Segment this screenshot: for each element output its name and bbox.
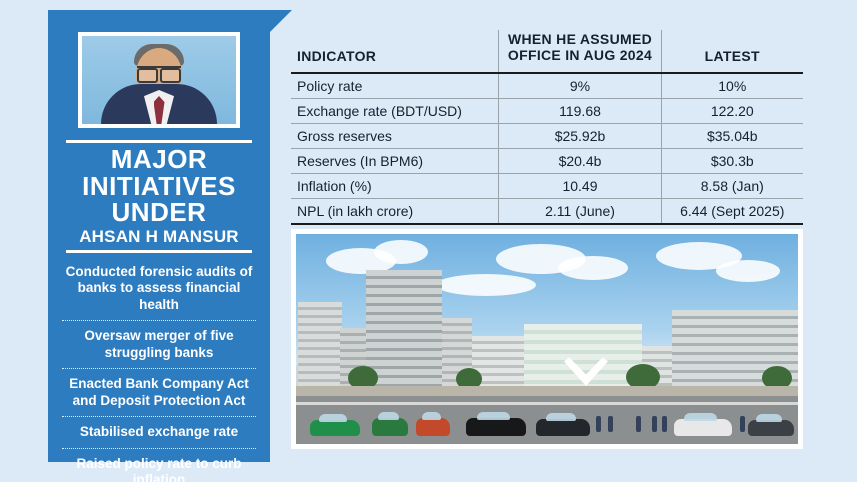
pedestrian [596,416,601,432]
list-item: Raised policy rate to curb inflation [76,455,242,488]
portrait-frame [78,32,240,128]
cell-latest: 122.20 [661,98,803,123]
pedestrian [652,416,657,432]
cell-when: 119.68 [499,98,661,123]
subject-name: AHSAN H MANSUR [79,227,239,246]
list-item: Stabilised exchange rate [62,417,256,448]
cell-when: $20.4b [499,148,661,173]
vehicle [748,420,794,436]
city-street-photo [296,234,798,444]
cloud-shape [716,260,780,282]
column-header-indicator: INDICATOR [297,47,377,64]
cell-indicator: Gross reserves [291,123,499,148]
indicators-table-wrapper [291,30,803,225]
list-item: Enacted Bank Company Act and Deposit Protection Act [62,369,256,417]
table-row [291,123,803,148]
vehicle [536,419,590,436]
pedestrian [608,416,613,432]
column-header-latest: LATEST [661,30,803,73]
cell-when: 10.49 [499,173,661,198]
initiatives-list [62,257,256,496]
table-body [291,73,803,224]
list-item: Oversaw merger of five struggling banks [62,321,256,369]
cell-when: 2.11 (June) [499,198,661,224]
vehicle [310,420,360,436]
portrait-image [82,36,236,124]
column-header-when-assumed-office: WHEN HE ASSUMED OFFICE IN AUG 2024 [499,30,661,73]
pedestrian [636,416,641,432]
cell-when: $25.92b [499,123,661,148]
cloud-shape [558,256,628,280]
vehicle [674,419,732,436]
cloud-shape [436,274,536,296]
left-info-panel [48,10,270,488]
pedestrian [740,416,745,432]
table-row [291,198,803,224]
sidewalk [296,386,798,396]
cell-latest: 6.44 (Sept 2025) [661,198,803,224]
vehicle [416,418,450,436]
indicators-table [291,30,803,225]
table-head [291,30,803,73]
pedestrian [662,416,667,432]
table-row [291,98,803,123]
photo-frame [291,229,803,449]
vehicle [466,418,526,436]
list-item: Conducted forensic audits of banks to assess financial health [62,257,256,321]
title-divider-top [66,140,252,143]
cloud-shape [374,240,428,264]
cell-indicator: Policy rate [291,73,499,99]
table-row [291,173,803,198]
panel-title-line-1: MAJOR [110,144,208,174]
cell-latest: $35.04b [661,123,803,148]
panel-title-line-3: UNDER [111,197,207,228]
cell-indicator: NPL (in lakh crore) [291,198,499,224]
building [298,302,342,398]
cell-latest: 8.58 (Jan) [661,173,803,198]
table-row [291,148,803,173]
cell-latest: 10% [661,73,803,99]
panel-title-line-2: INITIATIVES [82,170,236,201]
glasses-icon [137,66,181,81]
panel-corner-notch [270,10,292,32]
cell-when: 9% [499,73,661,99]
table-row [291,73,803,99]
vehicle [372,418,408,436]
cell-indicator: Inflation (%) [291,173,499,198]
table-header-row [291,30,803,73]
cell-latest: $30.3b [661,148,803,173]
cell-indicator: Exchange rate (BDT/USD) [291,98,499,123]
panel-title [58,146,260,226]
cell-indicator: Reserves (In BPM6) [291,148,499,173]
name-divider [66,250,252,253]
